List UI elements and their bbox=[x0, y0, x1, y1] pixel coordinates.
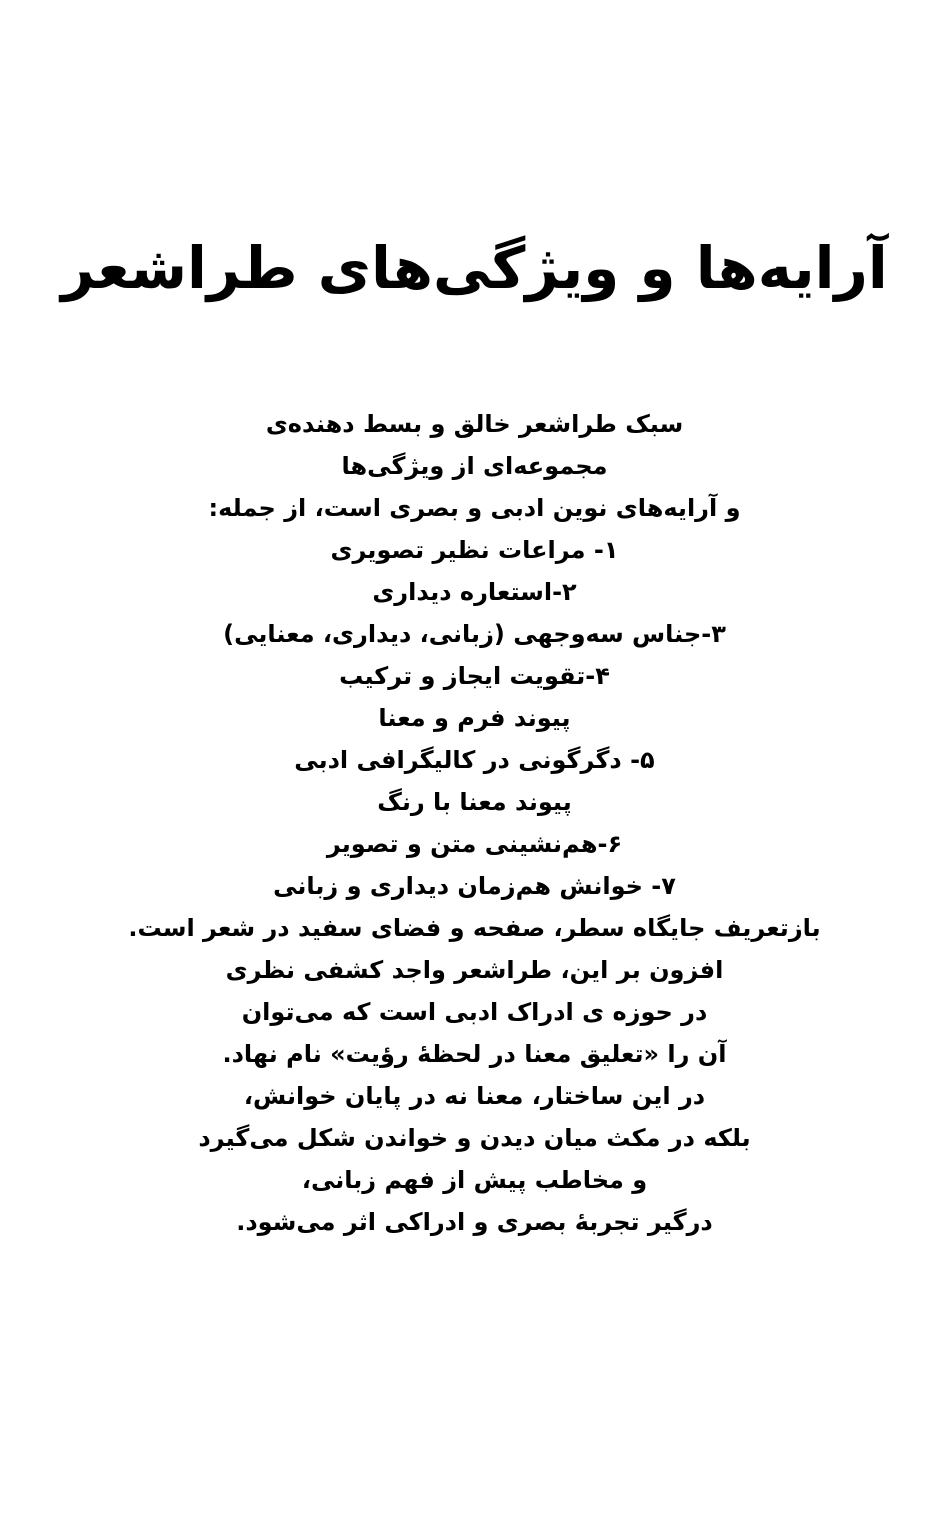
text-line-18: بلکه در مکث میان دیدن و خواندن شکل می‌گیرد bbox=[198, 1124, 751, 1152]
text-line-2: مجموعه‌ای از ویژگی‌ها bbox=[341, 452, 608, 480]
text-line-3: و آرایه‌های نوین ادبی و بصری است، از جمله: bbox=[208, 494, 741, 522]
list-item-7: ۷- خوانش هم‌زمان دیداری و زبانی bbox=[273, 872, 676, 900]
list-item-5: ۵- دگرگونی در کالیگرافی ادبی bbox=[294, 746, 655, 774]
list-item-6: ۶-هم‌نشینی متن و تصویر bbox=[326, 830, 623, 858]
text-line-19: و مخاطب پیش از فهم زبانی، bbox=[301, 1166, 648, 1194]
text-line-14: افزون بر این، طراشعر واجد کشفی نظری bbox=[225, 956, 724, 984]
text-line-13: بازتعریف جایگاه سطر، صفحه و فضای سفید در شعر است. bbox=[128, 914, 821, 942]
list-item-5-cont: پیوند معنا با رنگ bbox=[377, 788, 572, 816]
list-item-3: ۳-جناس سه‌وجهی (زبانی، دیداری، معنایی) bbox=[223, 620, 726, 648]
text-line-17: در این ساختار، معنا نه در پایان خوانش، bbox=[243, 1082, 706, 1110]
text-line-15: در حوزه ی ادراک ادبی است که می‌توان bbox=[241, 998, 708, 1026]
page-title: آرایه‌ها و ویژگی‌های طراشعر bbox=[61, 234, 888, 302]
list-item-1: ۱- مراعات نظیر تصویری bbox=[330, 536, 619, 564]
body-text bbox=[0, 403, 949, 1243]
list-item-4-cont: پیوند فرم و معنا bbox=[378, 704, 571, 732]
list-item-2: ۲-استعاره دیداری bbox=[372, 578, 577, 606]
text-line-16: آن را «تعلیق معنا در لحظهٔ رؤیت» نام نهاد. bbox=[222, 1040, 727, 1068]
text-line-20: درگیر تجربهٔ بصری و ادراکی اثر می‌شود. bbox=[236, 1208, 713, 1236]
text-line-1: سبک طراشعر خالق و بسط دهنده‌ی bbox=[265, 410, 684, 438]
list-item-4: ۴-تقویت ایجاز و ترکیب bbox=[339, 662, 610, 690]
